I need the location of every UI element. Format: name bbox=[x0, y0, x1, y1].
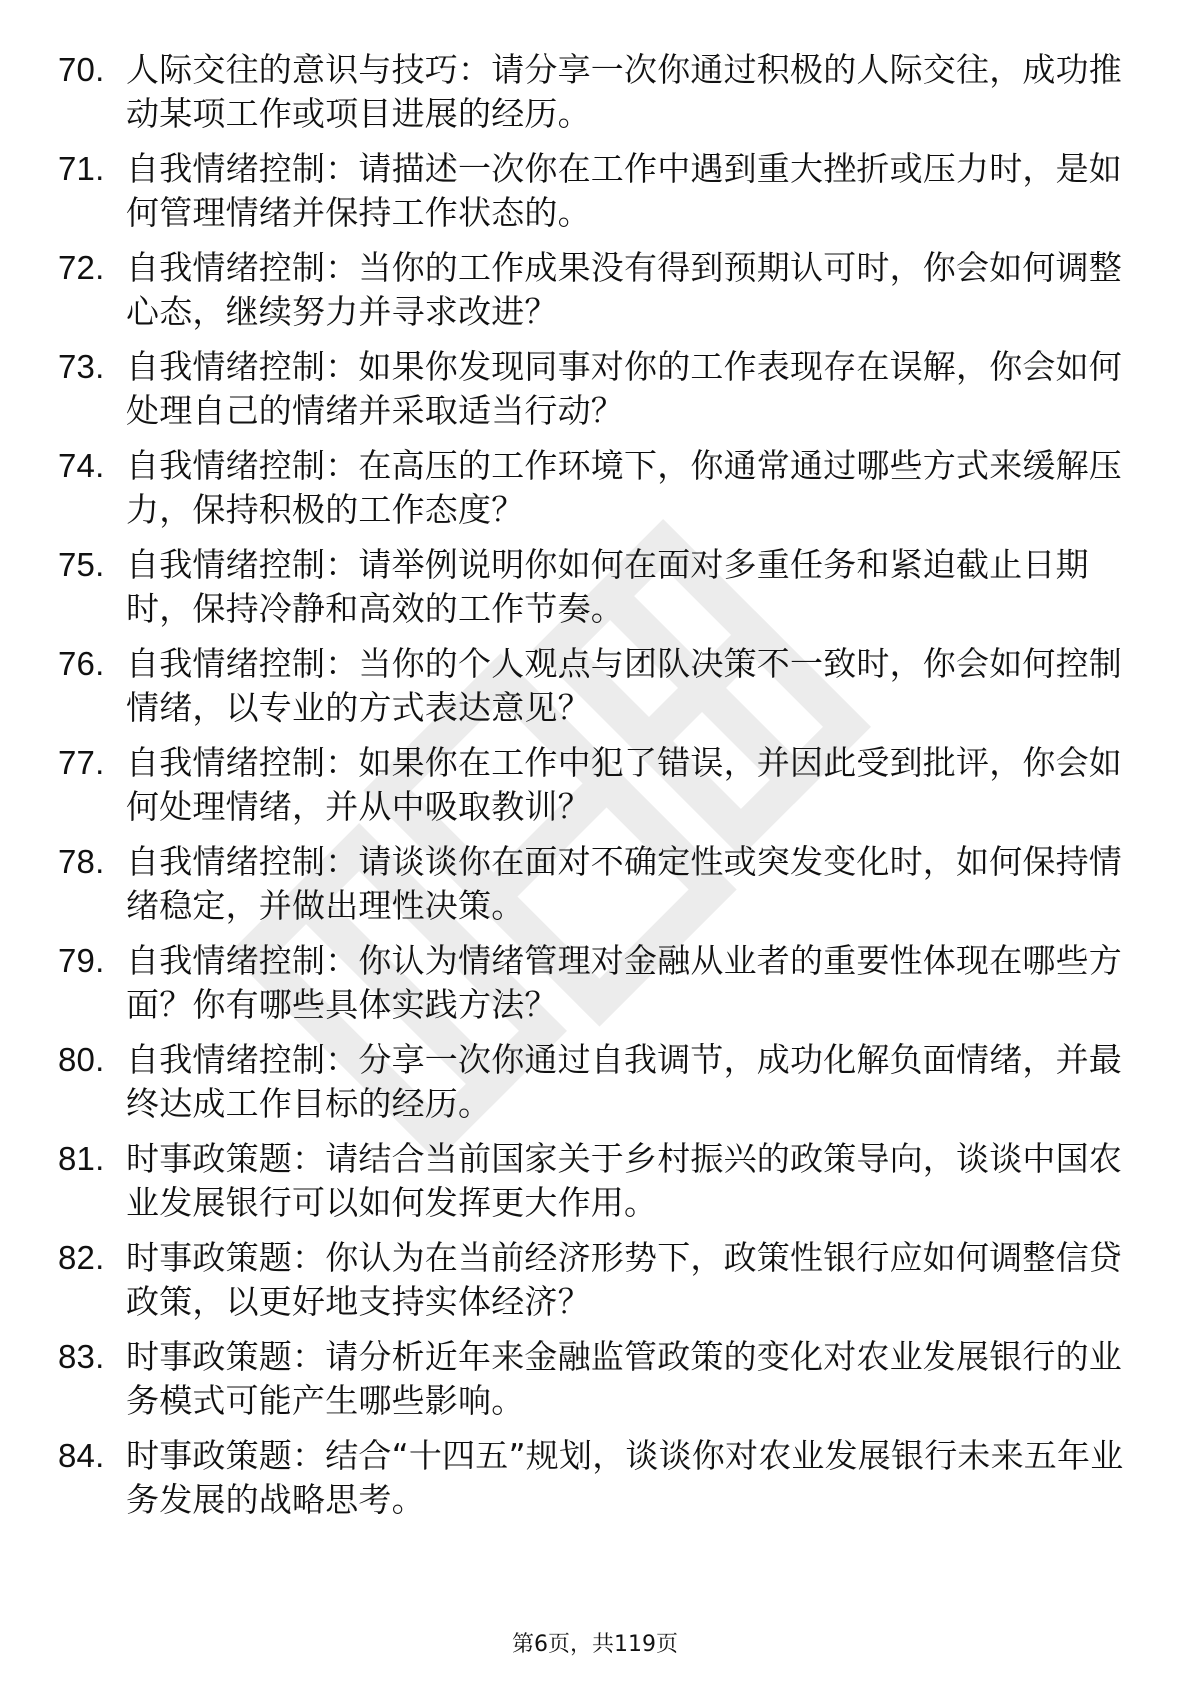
question-text: 自我情绪控制：分享一次你通过自我调节，成功化解负面情绪，并最终达成工作目标的经历。 bbox=[126, 1040, 1122, 1123]
page-number-label: 第6页，共119页 bbox=[512, 1632, 678, 1657]
question-text: 自我情绪控制：请描述一次你在工作中遇到重大挫折或压力时，是如何管理情绪并保持工作状态的。 bbox=[126, 149, 1122, 232]
question-item bbox=[58, 1335, 1128, 1422]
question-text: 自我情绪控制：请举例说明你如何在面对多重任务和紧迫截止日期时，保持冷静和高效的工作节奏。 bbox=[126, 545, 1089, 628]
question-item bbox=[58, 1236, 1128, 1323]
question-number: 72. bbox=[58, 249, 105, 286]
question-number: 80. bbox=[58, 1041, 105, 1078]
question-number: 79. bbox=[58, 942, 105, 979]
question-item bbox=[58, 345, 1128, 432]
question-text: 自我情绪控制：如果你发现同事对你的工作表现存在误解，你会如何处理自己的情绪并采取适当行动？ bbox=[126, 347, 1122, 430]
question-number: 78. bbox=[58, 843, 105, 880]
question-item bbox=[58, 1038, 1128, 1125]
question-text: 自我情绪控制：你认为情绪管理对金融从业者的重要性体现在哪些方面？你有哪些具体实践方法？ bbox=[126, 941, 1122, 1024]
question-item bbox=[58, 1434, 1128, 1521]
question-text: 时事政策题：结合“十四五”规划，谈谈你对农业发展银行未来五年业务发展的战略思考。 bbox=[126, 1436, 1124, 1519]
question-text: 人际交往的意识与技巧：请分享一次你通过积极的人际交往，成功推动某项工作或项目进展的经历。 bbox=[126, 50, 1122, 133]
question-text: 自我情绪控制：当你的个人观点与团队决策不一致时，你会如何控制情绪，以专业的方式表达意见？ bbox=[126, 644, 1122, 727]
question-item bbox=[58, 741, 1128, 828]
question-item bbox=[58, 246, 1128, 333]
question-number: 73. bbox=[58, 348, 105, 385]
question-item bbox=[58, 543, 1128, 630]
question-number: 82. bbox=[58, 1239, 105, 1276]
question-number: 83. bbox=[58, 1338, 105, 1375]
question-item bbox=[58, 939, 1128, 1026]
question-number: 84. bbox=[58, 1437, 105, 1474]
question-text: 时事政策题：请结合当前国家关于乡村振兴的政策导向，谈谈中国农业发展银行可以如何发挥更大作用。 bbox=[126, 1139, 1122, 1222]
question-number: 70. bbox=[58, 51, 105, 88]
question-number: 77. bbox=[58, 744, 105, 781]
question-item bbox=[58, 147, 1128, 234]
page-footer bbox=[0, 1630, 1190, 1660]
question-text: 自我情绪控制：请谈谈你在面对不确定性或突发变化时，如何保持情绪稳定，并做出理性决策。 bbox=[126, 842, 1122, 925]
question-item bbox=[58, 48, 1128, 135]
question-number: 81. bbox=[58, 1140, 105, 1177]
question-item bbox=[58, 642, 1128, 729]
question-list bbox=[58, 48, 1128, 1533]
question-text: 自我情绪控制：当你的工作成果没有得到预期认可时，你会如何调整心态，继续努力并寻求改进？ bbox=[126, 248, 1122, 331]
question-text: 自我情绪控制：在高压的工作环境下，你通常通过哪些方式来缓解压力，保持积极的工作态度？ bbox=[126, 446, 1122, 529]
question-item bbox=[58, 840, 1128, 927]
question-number: 75. bbox=[58, 546, 105, 583]
question-text: 时事政策题：你认为在当前经济形势下，政策性银行应如何调整信贷政策，以更好地支持实体经济？ bbox=[126, 1238, 1122, 1321]
question-item bbox=[58, 1137, 1128, 1224]
question-item bbox=[58, 444, 1128, 531]
question-text: 时事政策题：请分析近年来金融监管政策的变化对农业发展银行的业务模式可能产生哪些影响。 bbox=[126, 1337, 1122, 1420]
question-text: 自我情绪控制：如果你在工作中犯了错误，并因此受到批评，你会如何处理情绪，并从中吸取教训？ bbox=[126, 743, 1122, 826]
question-number: 71. bbox=[58, 150, 105, 187]
question-number: 74. bbox=[58, 447, 105, 484]
question-number: 76. bbox=[58, 645, 105, 682]
